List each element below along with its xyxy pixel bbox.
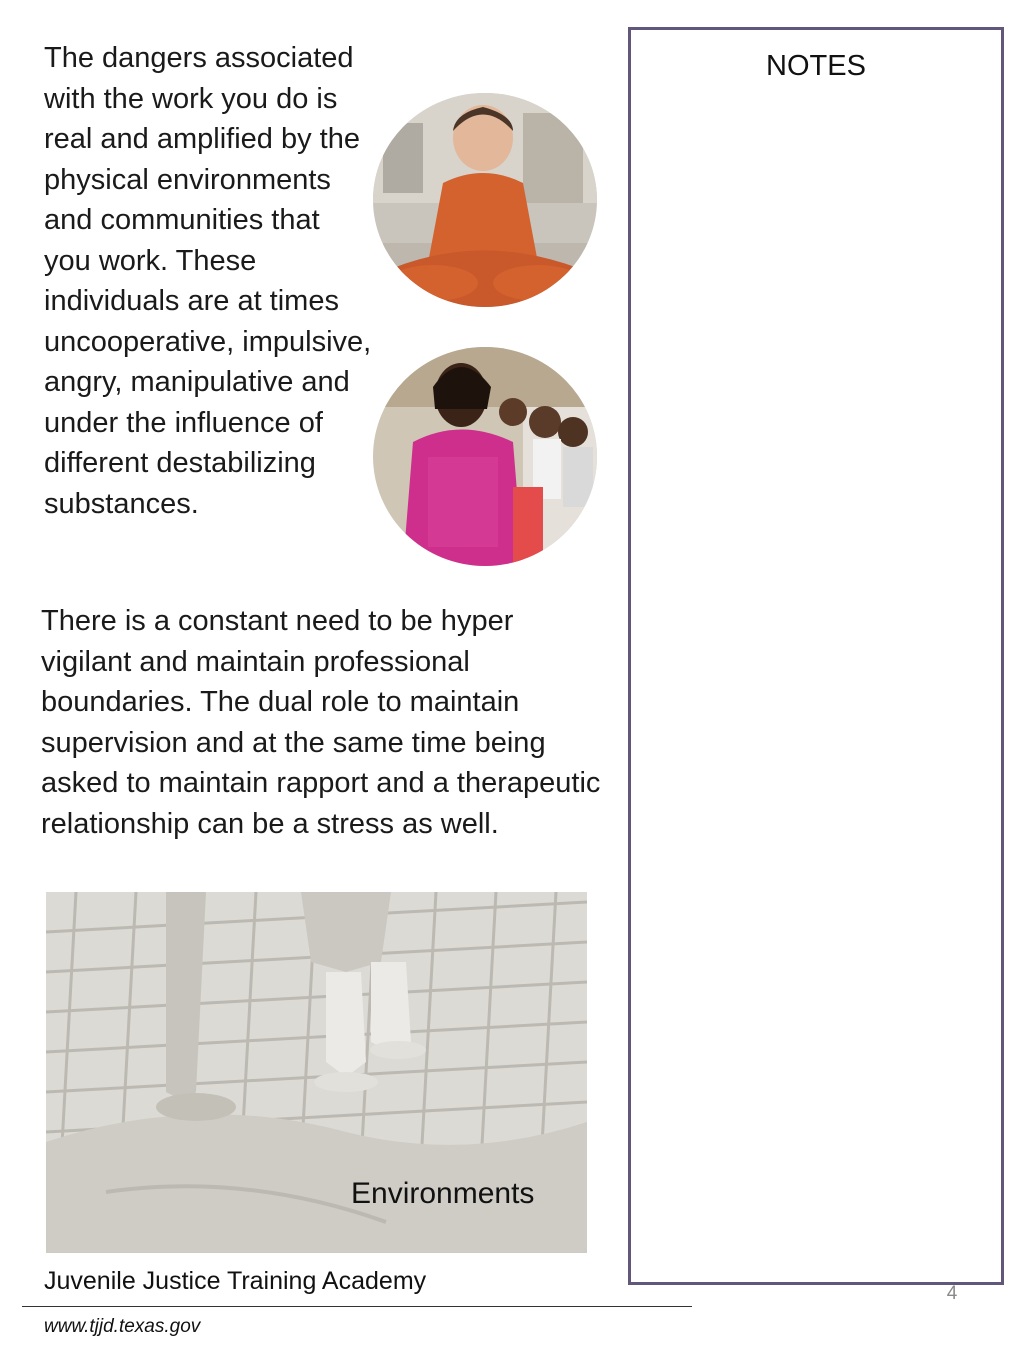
vigilance-paragraph: There is a constant need to be hyper vigilant and maintain professional boundaries. The dual role to maintain supervision and at the same time being asked to maintain rapport and a therapeutic relationship can be a stress as well. — [41, 605, 601, 840]
page-number: 4 — [946, 1283, 958, 1304]
intro-paragraph: The dangers associated with the work you do is real and amplified by the physical environments and communities that you work. These individuals are at times uncooperative, impulsive, angry, manipulative and under the influence of different destabilizing substances. — [44, 42, 372, 520]
notes-panel — [628, 27, 1004, 1285]
notes-title: NOTES — [766, 50, 866, 82]
footer-divider — [22, 1306, 692, 1307]
footer-organization: Juvenile Justice Training Academy — [44, 1267, 427, 1295]
girls-in-line-photo — [373, 347, 597, 566]
youth-in-orange-jumpsuit-photo — [373, 93, 597, 307]
environments-caption: Environments — [351, 1177, 535, 1210]
footer-url: www.tjjd.texas.gov — [44, 1316, 201, 1337]
